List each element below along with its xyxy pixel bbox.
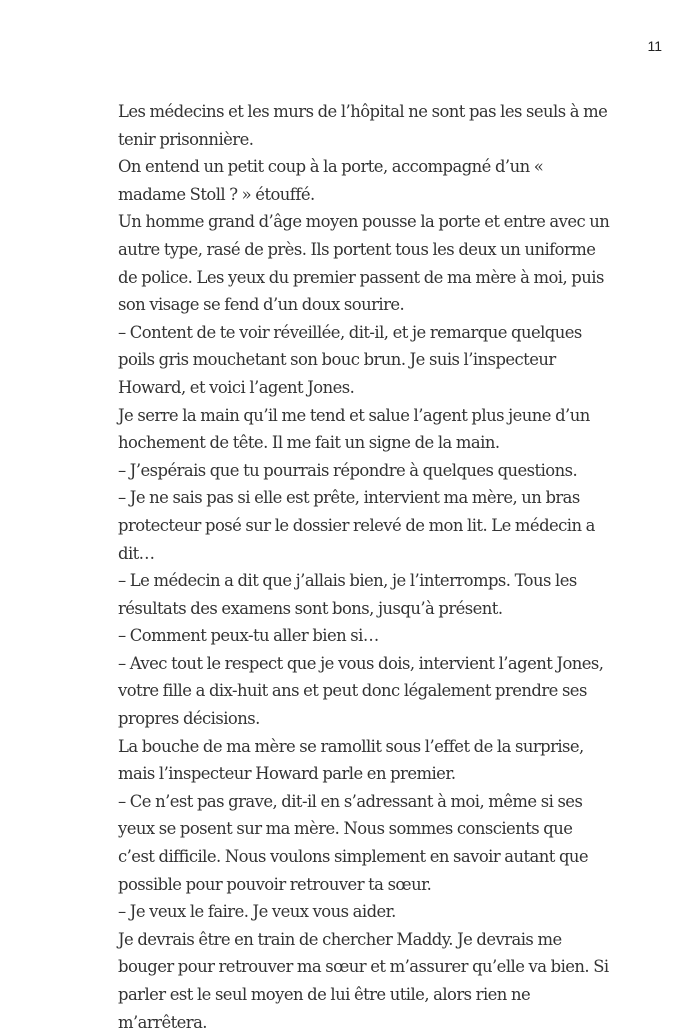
dialogue-paragraph: – Comment peux-tu aller bien si… <box>118 626 379 646</box>
body-text <box>118 98 610 1036</box>
paragraph: Un homme grand d’âge moyen pousse la porte et entre avec un autre type, rasé de près. Ils portent tous les deux un uniforme de police. Les yeux du premier passent de ma mère à moi, puis son visage se fend d’un doux sourire. <box>118 212 610 315</box>
dialogue-paragraph: – J’espérais que tu pourrais répondre à quelques questions. <box>118 460 578 480</box>
paragraph: On entend un petit coup à la porte, accompagné d’un « madame Stoll ? » étouffé. <box>118 157 544 204</box>
page-number: 11 <box>647 38 662 54</box>
paragraph: Les médecins et les murs de l’hôpital ne sont pas les seuls à me tenir prisonnière. <box>118 102 608 149</box>
dialogue-paragraph: – Avec tout le respect que je vous dois, intervient l’agent Jones, votre fille a dix-huit ans et peut donc légalement prendre ses propres décisions. <box>118 653 604 729</box>
paragraph: Je devrais être en train de chercher Maddy. Je devrais me bouger pour retrouver ma sœur et m’assurer qu’elle va bien. Si parler est le seul moyen de lui être utile, alors rien ne m’arrêtera. <box>118 929 609 1032</box>
dialogue-paragraph: – Le médecin a dit que j’allais bien, je l’interromps. Tous les résultats des examens sont bons, jusqu’à présent. <box>118 571 577 618</box>
paragraph: Je serre la main qu’il me tend et salue l’agent plus jeune d’un hochement de tête. Il me fait un signe de la main. <box>118 405 590 453</box>
dialogue-paragraph: – Content de te voir réveillée, dit-il, et je remarque quelques poils gris mouchetant son bouc brun. Je suis l’inspecteur Howard, et voici l’agent Jones. <box>118 322 582 397</box>
dialogue-paragraph: – Ce n’est pas grave, dit-il en s’adressant à moi, même si ses yeux se posent sur ma mère. Nous sommes conscients que c’est difficile. Nous voulons simplement en savoir autant que possible pour pouvoir retrouver ta sœur. <box>118 791 589 894</box>
dialogue-paragraph: – Je ne sais pas si elle est prête, intervient ma mère, un bras protecteur posé sur le dossier relevé de mon lit. Le médecin a dit… <box>118 488 595 563</box>
paragraph: La bouche de ma mère se ramollit sous l’effet de la surprise, mais l’inspecteur Howard parle en premier. <box>118 736 584 784</box>
dialogue-paragraph: – Je veux le faire. Je veux vous aider. <box>118 902 396 922</box>
